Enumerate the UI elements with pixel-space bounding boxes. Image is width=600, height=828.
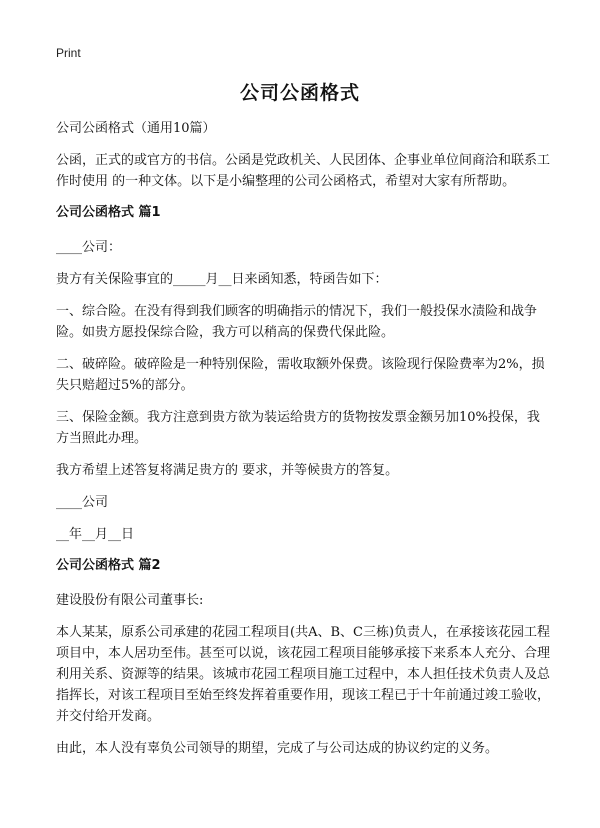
letter2-body: 本人某某，原系公司承建的花园工程项目(共A、B、C三栋)负责人，在承接该花园工程项目中，本人居功至伟。甚至可以说，该花园工程项目能够承接下来系本人充分、合理利用关系、资源等的结果。该城市花园工程项目施工过程中，本人担任技术负责人及总指挥长，对该工程项目至始至终发挥着重要作用，现该工程已于十年前通过竣工验收，并交付给开发商。 (56, 625, 551, 724)
letter1-opening: 贵方有关保险事宜的_____月__日来函知悉，特函告如下： (56, 272, 388, 287)
letter1-item-3: 三、保险金额。我方注意到贵方欲为装运给贵方的货物按发票金额另加10%投保，我方当照此办理。 (56, 410, 540, 446)
print-link[interactable]: Print (56, 46, 81, 60)
letter1-item-1: 一、综合险。在没有得到我们顾客的明确指示的情况下，我们一般投保水渍险和战争险。如贵方愿投保综合险，我方可以稍高的保费代保此险。 (56, 304, 538, 340)
letter2-closing: 由此，本人没有辜负公司领导的期望，完成了与公司达成的协议约定的义务。 (56, 741, 499, 756)
letter1-closing: 我方希望上述答复将满足贵方的 要求，并等候贵方的答复。 (56, 463, 399, 478)
section-heading-2: 公司公函格式 篇2 (56, 558, 161, 573)
document-body (56, 118, 552, 770)
document-title: 公司公函格式 (239, 82, 360, 104)
letter1-salutation: ____公司： (56, 240, 122, 255)
document-subtitle: 公司公函格式（通用10篇） (56, 121, 216, 136)
intro-paragraph: 公函，正式的或官方的书信。公函是党政机关、人民团体、企事业单位间商洽和联系工作时使用 的一种文体。以下是小编整理的公司公函格式，希望对大家有所帮助。 (56, 153, 551, 189)
letter2-salutation: 建设股份有限公司董事长: (56, 593, 204, 608)
letter1-item-2: 二、破碎险。破碎险是一种特别保险，需收取额外保费。该险现行保险费率为2%，损失只赔超过5%的部分。 (56, 357, 545, 393)
letter1-signature: ____公司 (56, 495, 109, 510)
letter1-date: __年__月__日 (56, 527, 135, 542)
section-heading-1: 公司公函格式 篇1 (56, 205, 161, 220)
